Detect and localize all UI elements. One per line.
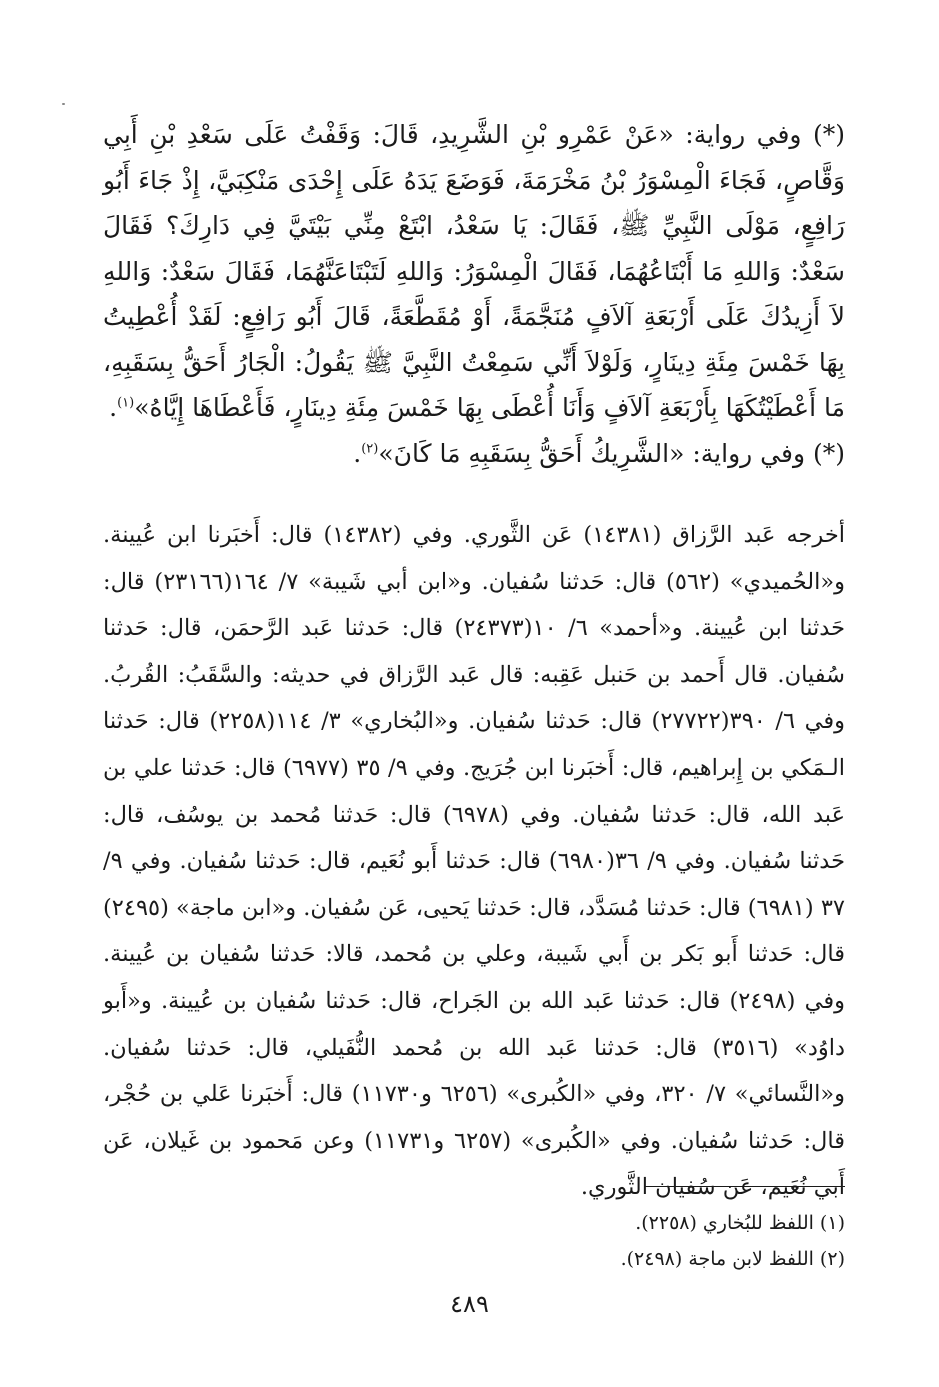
hadith-paragraph-1 bbox=[103, 112, 845, 431]
page-number: ٤٨٩ bbox=[450, 1290, 489, 1318]
footnote-marker-2[interactable]: (٢) bbox=[361, 441, 379, 457]
hadith-paragraph-1-end: . bbox=[109, 393, 118, 422]
takhrij-section bbox=[103, 512, 845, 1211]
hadith-section bbox=[103, 112, 845, 476]
takhrij-paragraph: أخرجه عَبد الرَّزاق (١٤٣٨١) عَن الثَّوري. وفي (١٤٣٨٢) قال: أَخبَرنا ابن عُيينة. و«الحُميدي» (٥٦٢) قال: حَدثنا سُفيان. و«ابن أبي شَيبة» ٧/ ١٦٤(٢٣١٦٦) قال: حَدثنا ابن عُيينة. و«أحمد» ٦/ ١٠(٢٤٣٧٣) قال: حَدثنا عَبد الرَّحمَن، قال: حَدثنا سُفيان. قال أَحمد بن حَنبل عَقِبه: قال عَبد الرَّزاق في حديثه: والسَّقَبُ: القُربُ. وفي ٦/ ٣٩٠(٢٧٧٢٢) قال: حَدثنا سُفيان. و«البُخاري» ٣/ ١١٤(٢٢٥٨) قال: حَدثنا الـمَكي بن إِبراهيم، قال: أَخبَرنا ابن جُرَيج. وفي ٩/ ٣٥ (٦٩٧٧) قال: حَدثنا علي بن عَبد الله، قال: حَدثنا سُفيان. وفي (٦٩٧٨) قال: حَدثنا مُحمد بن يوسُف، قال: حَدثنا سُفيان. وفي ٩/ ٣٦(٦٩٨٠) قال: حَدثنا أَبو نُعَيم، قال: حَدثنا سُفيان. وفي ٩/ ٣٧ (٦٩٨١) قال: حَدثنا مُسَدَّد، قال: حَدثنا يَحيى، عَن سُفيان. و«ابن ماجة» (٢٤٩٥) قال: حَدثنا أَبو بَكر بن أَبي شَيبة، وعلي بن مُحمد، قالا: حَدثنا سُفيان بن عُيينة. وفي (٢٤٩٨) قال: حَدثنا عَبد الله بن الجَراح، قال: حَدثنا سُفيان بن عُيينة. و«أَبو داوُد» (٣٥١٦) قال: حَدثنا عَبد الله بن مُحمد النُّفَيلي، قال: حَدثنا سُفيان. و«النَّسائي» ٧/ ٣٢٠، وفي «الكُبرى» (٦٢٥٦ و١١٧٣٠) قال: أَخبَرنا عَلي بن حُجْر، قال: حَدثنا سُفيان. وفي «الكُبرى» (٦٢٥٧ و١١٧٣١) وعن مَحمود بن غَيلان، عَن أَبي نُعَيم، عَن سُفيان الثَّوري. bbox=[103, 522, 846, 1201]
hadith-paragraph-2 bbox=[103, 431, 845, 477]
hadith-paragraph-1-text: (*) وفي رواية: «عَنْ عَمْرِو بْنِ الشَّرِيدِ، قَالَ: وَقَفْتُ عَلَى سَعْدِ بْنِ أَبِي وَقَّاصٍ، فَجَاءَ الْمِسْوَرُ بْنُ مَخْرَمَةَ، فَوَضَعَ يَدَهُ عَلَى إِحْدَى مَنْكِبَيَّ، إِذْ جَاءَ أَبُو رَافِعٍ، مَوْلَى النَّبِيِّ ﷺ، فَقَالَ: يَا سَعْدُ، ابْتَعْ مِنِّي بَيْتَيَّ فِي دَارِكَ؟ فَقَالَ سَعْدٌ: وَاللهِ مَا أَبْتَاعُهُمَا، فَقَالَ الْمِسْوَرُ: وَاللهِ لَتَبْتَاعَنَّهُمَا، فَقَالَ سَعْدٌ: وَاللهِ لاَ أَزِيدُكَ عَلَى أَرْبَعَةِ آلاَفٍ مُنَجَّمَةً، أَوْ مُقَطَّعَةً، قَالَ أَبُو رَافِعٍ: لَقَدْ أُعْطِيتُ بِهَا خَمْسَ مِئَةِ دِينَارٍ، وَلَوْلاَ أَنِّي سَمِعْتُ النَّبِيَّ ﷺ يَقُولُ: الْجَارُ أَحَقُّ بِسَقَبِهِ، مَا أَعْطَيْتُكَهَا بِأَرْبَعَةِ آلاَفٍ وَأَنَا أُعْطَى بِهَا خَمْسَ مِئَةِ دِينَارٍ، فَأَعْطَاهَا إِيَّاهُ» bbox=[103, 120, 845, 422]
footnote-2: (٢) اللفظ لابن ماجة (٢٤٩٨). bbox=[620, 1248, 845, 1270]
footnote-separator bbox=[645, 1186, 845, 1187]
hadith-paragraph-2-text: (*) وفي رواية: «الشَّرِيكُ أَحَقُّ بِسَقَبِهِ مَا كَانَ» bbox=[378, 438, 845, 468]
hadith-paragraph-2-end: . bbox=[353, 438, 362, 468]
footnote-marker-1[interactable]: (١) bbox=[117, 395, 135, 411]
footnotes bbox=[103, 1205, 845, 1277]
footnote-1: (١) اللفظ للبُخاري (٢٢٥٨). bbox=[635, 1212, 845, 1234]
scan-speck bbox=[62, 103, 65, 105]
